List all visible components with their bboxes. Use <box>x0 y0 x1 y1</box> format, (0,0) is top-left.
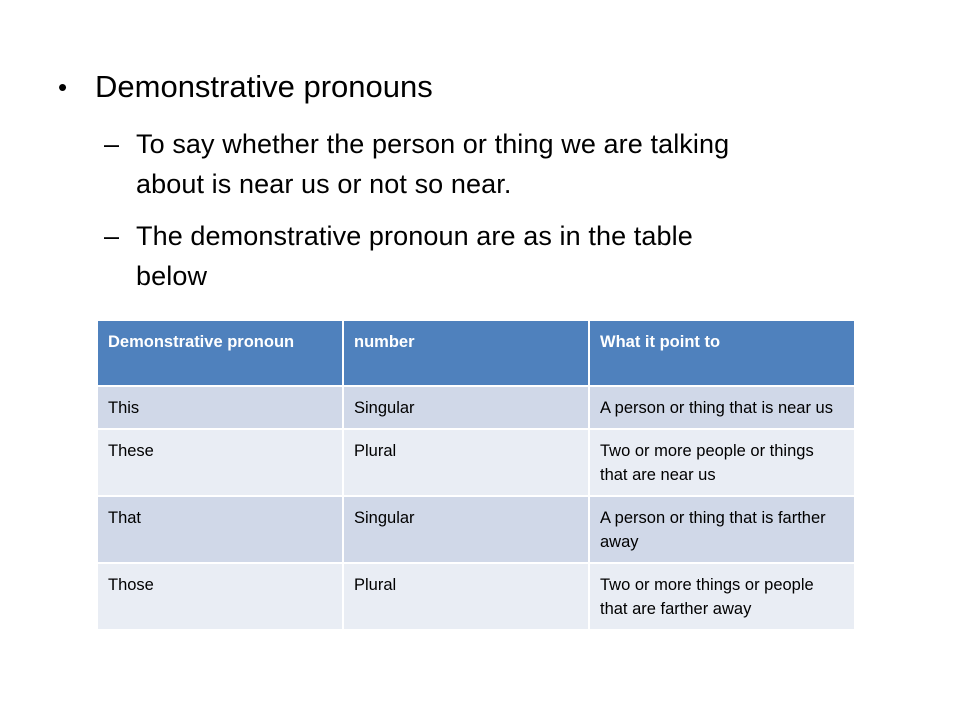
cell-pronoun: These <box>97 429 343 496</box>
cell-number: Plural <box>343 563 589 630</box>
table-row <box>97 563 855 630</box>
bullet-dot-icon: • <box>58 72 68 102</box>
dash-icon: – <box>104 129 120 159</box>
sub-bullet-line-2: about is near us or not so near. <box>136 169 512 199</box>
header-demonstrative-pronoun: Demonstrative pronoun <box>97 320 343 386</box>
cell-pronoun: That <box>97 496 343 563</box>
bullet-item-demonstrative-pronouns <box>58 66 908 112</box>
sub-bullet-container <box>58 124 908 296</box>
table-row <box>97 496 855 563</box>
cell-number: Singular <box>343 386 589 429</box>
pronoun-table <box>96 319 856 631</box>
table-header-row <box>97 320 855 386</box>
cell-meaning: Two or more people or things that are near us <box>589 429 855 496</box>
dash-icon: – <box>104 221 120 251</box>
table-row <box>97 386 855 429</box>
sub-bullet-line-2: below <box>136 261 208 291</box>
cell-pronoun: This <box>97 386 343 429</box>
table-header <box>97 320 855 386</box>
cell-number: Plural <box>343 429 589 496</box>
sub-bullet-line-1: The demonstrative pronoun are as in the table <box>136 221 693 251</box>
bullet-text: Demonstrative pronouns <box>95 69 433 104</box>
sub-bullet-line-1: To say whether the person or thing we are talking <box>136 129 730 159</box>
cell-meaning: A person or thing that is farther away <box>589 496 855 563</box>
header-number: number <box>343 320 589 386</box>
cell-number: Singular <box>343 496 589 563</box>
table-row <box>97 429 855 496</box>
sub-bullet-item-table-intro <box>58 216 908 296</box>
table-body <box>97 386 855 630</box>
sub-bullet-list <box>58 124 908 296</box>
pronoun-table-container <box>96 319 832 631</box>
header-what-it-point-to: What it point to <box>589 320 855 386</box>
bullet-list <box>58 66 908 296</box>
cell-meaning: Two or more things or people that are farther away <box>589 563 855 630</box>
cell-pronoun: Those <box>97 563 343 630</box>
cell-meaning: A person or thing that is near us <box>589 386 855 429</box>
sub-bullet-item-definition <box>58 124 908 204</box>
